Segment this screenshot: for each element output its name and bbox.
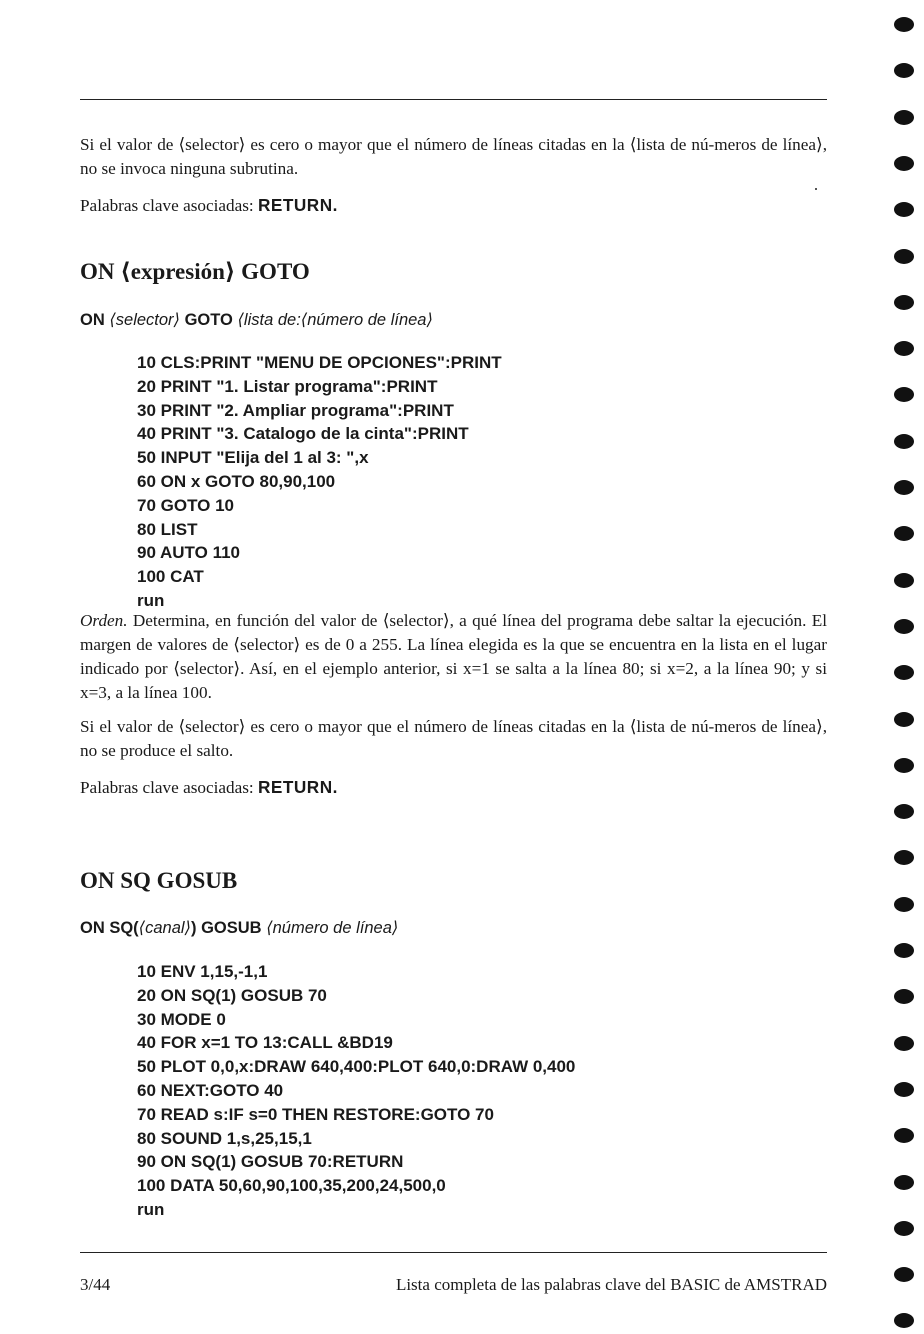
binder-hole <box>894 758 914 773</box>
code-line: 60 NEXT:GOTO 40 <box>137 1080 284 1100</box>
code-line: 80 LIST <box>137 519 198 539</box>
binder-hole <box>894 1313 914 1328</box>
code-line: 10 ENV 1,15,-1,1 <box>137 962 268 981</box>
code-line: 100 CAT <box>137 567 204 587</box>
binder-hole <box>894 202 914 217</box>
associated-keywords-label: Palabras clave asociadas: <box>80 778 254 797</box>
binder-hole <box>894 1036 914 1051</box>
associated-keyword-return: RETURN. <box>258 777 338 797</box>
syntax-keyword: ON <box>80 311 105 329</box>
syntax-line-on-sq <box>80 917 398 939</box>
binder-hole <box>894 110 914 125</box>
binder-hole <box>894 17 914 32</box>
binder-hole <box>894 341 914 356</box>
code-line: run <box>137 1199 165 1219</box>
syntax-keyword: ON SQ( <box>80 919 139 937</box>
code-listing-on-sq <box>137 960 575 1222</box>
associated-keywords-line-2 <box>80 775 827 800</box>
associated-keyword-return: RETURN. <box>258 195 338 215</box>
paragraph-text: Si el valor de ⟨selector⟩ es cero o mayor que el número de líneas citadas en la ⟨lista de nú-meros de línea⟩, no se produce el salto. <box>80 717 827 760</box>
syntax-argument: ⟨selector⟩ <box>109 311 180 329</box>
binder-hole <box>894 897 914 912</box>
code-line: run <box>137 590 165 610</box>
binder-hole <box>894 619 914 634</box>
binder-hole <box>894 1221 914 1236</box>
binder-hole <box>894 989 914 1004</box>
binder-hole <box>894 850 914 865</box>
code-line: 50 INPUT "Elija del 1 al 3: ",x <box>137 448 369 468</box>
binder-hole <box>894 712 914 727</box>
print-speck <box>815 188 817 190</box>
code-line: 70 GOTO 10 <box>137 495 235 515</box>
description-text: Determina, en función del valor de ⟨selector⟩, a qué línea del programa debe saltar la ejecución. El margen de valores de ⟨selector⟩ es de 0 a 255. La línea elegida es la que se encuentra en la lista en el lugar indicado por ⟨selector⟩. Así, en el ejemplo anterior, si x=1 se salta a la línea 80; si x=2, a la línea 90; y si x=3, a la línea 100. <box>80 611 827 702</box>
top-rule <box>80 99 827 100</box>
binder-hole <box>894 1128 914 1143</box>
syntax-keyword: ) GOSUB <box>191 919 262 937</box>
associated-keywords-label: Palabras clave asociadas: <box>80 196 254 215</box>
binder-hole <box>894 526 914 541</box>
binder-holes-strip <box>894 0 924 1334</box>
paragraph-selector-note-2 <box>80 715 827 763</box>
syntax-line-on-goto <box>80 309 433 331</box>
binder-hole <box>894 1082 914 1097</box>
paragraph-text: Si el valor de ⟨selector⟩ es cero o mayor que el número de líneas citadas en la ⟨lista de nú-meros de línea⟩, no se invoca ninguna subrutina. <box>80 135 827 178</box>
binder-hole <box>894 665 914 680</box>
code-line: 30 PRINT "2. Ampliar programa":PRINT <box>137 400 454 420</box>
binder-hole <box>894 480 914 495</box>
binder-hole <box>894 249 914 264</box>
syntax-argument: ⟨número de línea⟩ <box>266 919 399 937</box>
code-line: 60 ON x GOTO 80,90,100 <box>137 471 336 491</box>
syntax-argument: ⟨canal⟩ <box>138 919 191 937</box>
binder-hole <box>894 63 914 78</box>
code-line: 90 ON SQ(1) GOSUB 70:RETURN <box>137 1152 404 1172</box>
code-line: 70 READ s:IF s=0 THEN RESTORE:GOTO 70 <box>137 1104 494 1124</box>
binder-hole <box>894 434 914 449</box>
code-line: 10 CLS:PRINT "MENU DE OPCIONES":PRINT <box>137 353 502 372</box>
section-heading-on-goto: ON ⟨expresión⟩ GOTO <box>80 259 310 284</box>
binder-hole <box>894 1175 914 1190</box>
binder-hole <box>894 387 914 402</box>
code-line: 90 AUTO 110 <box>137 543 241 563</box>
associated-keywords-line <box>80 193 827 218</box>
document-page <box>80 0 827 1334</box>
code-line: 30 MODE 0 <box>137 1009 226 1029</box>
binder-hole <box>894 943 914 958</box>
binder-hole <box>894 804 914 819</box>
description-label: Orden. <box>80 611 128 630</box>
page-number: 3/44 <box>80 1275 111 1294</box>
binder-hole <box>894 295 914 310</box>
code-line: 50 PLOT 0,0,x:DRAW 640,400:PLOT 640,0:DRAW 0,400 <box>137 1057 576 1077</box>
code-listing-on-goto <box>137 351 502 613</box>
code-line: 100 DATA 50,60,90,100,35,200,24,500,0 <box>137 1176 446 1196</box>
description-paragraph <box>80 609 827 705</box>
code-line: 20 ON SQ(1) GOSUB 70 <box>137 985 327 1005</box>
syntax-argument: ⟨lista de:⟨número de línea⟩ <box>237 311 433 329</box>
code-line: 40 PRINT "3. Catalogo de la cinta":PRINT <box>137 424 469 444</box>
paragraph-selector-note <box>80 133 827 181</box>
section-heading-on-sq-gosub: ON SQ GOSUB <box>80 868 238 893</box>
syntax-keyword: GOTO <box>184 311 233 329</box>
footer-title: Lista completa de las palabras clave del BASIC de AMSTRAD <box>395 1275 827 1294</box>
binder-hole <box>894 1267 914 1282</box>
code-line: 20 PRINT "1. Listar programa":PRINT <box>137 376 438 396</box>
footer-rule <box>80 1252 827 1253</box>
code-line: 40 FOR x=1 TO 13:CALL &BD19 <box>137 1033 393 1053</box>
code-line: 80 SOUND 1,s,25,15,1 <box>137 1128 312 1148</box>
binder-hole <box>894 573 914 588</box>
binder-hole <box>894 156 914 171</box>
